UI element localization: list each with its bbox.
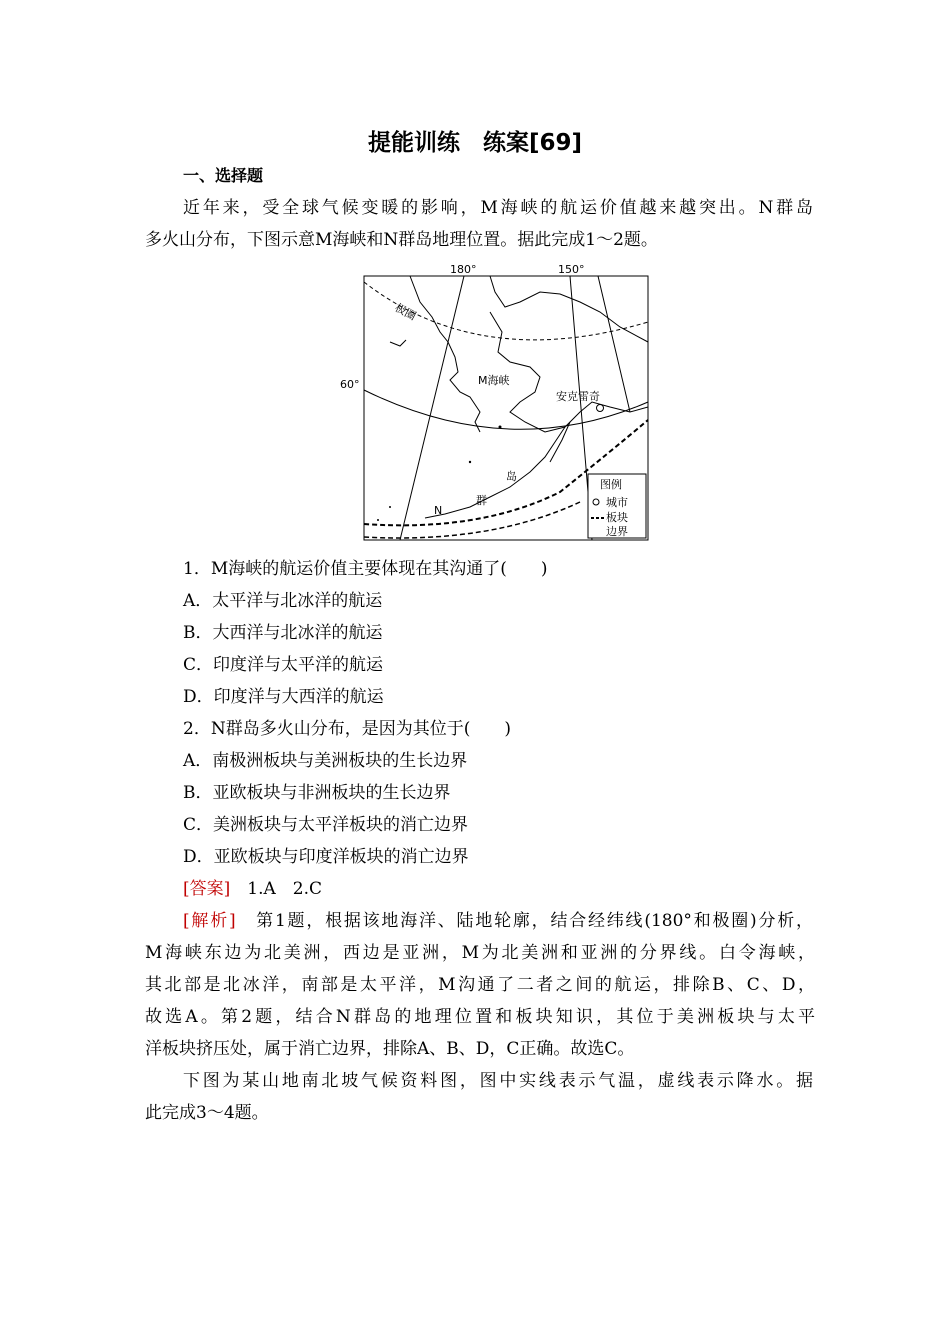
section-heading: 一、选择题 (183, 166, 264, 185)
polar-circle-label: 极圈 (392, 301, 419, 323)
question-2-stem: 2．N群岛多火山分布，是因为其位于( ) (183, 719, 511, 739)
answer-line (183, 878, 813, 900)
legend-title: 图例 (600, 478, 622, 491)
analysis-line-5: 洋板块挤压处，属于消亡边界，排除A、B、D，C正确。故选C。 (145, 1039, 635, 1059)
intro-paragraph-line-2: 多火山分布，下图示意M海峡和N群岛地理位置。据此完成1～2题。 (145, 230, 658, 250)
city-label: 安克雷奇 (556, 390, 600, 403)
intro2-line-2: 此完成3～4题。 (145, 1103, 269, 1123)
analysis-line-3: 其北部是北冰洋，南部是太平洋，M沟通了二者之间的航运，排除B、C、D， (145, 975, 815, 995)
question-1-option-d: D．印度洋与大西洋的航运 (183, 687, 384, 707)
islands-label-dao: 岛 (506, 470, 517, 483)
lon-180-label: 180° (450, 263, 477, 276)
answer-text: 1.A 2.C (230, 879, 322, 899)
answer-label: [答案] (183, 879, 231, 899)
islands-label-qun: 群 (476, 494, 487, 507)
intro2-line-1: 下图为某山地南北坡气候资料图，图中实线表示气温，虚线表示降水。据 (183, 1071, 813, 1091)
islands-label-n: N (434, 504, 443, 517)
lon-150-label: 150° (558, 263, 585, 276)
legend-city-label: 城市 (606, 496, 628, 509)
legend-plate-label-2: 边界 (606, 525, 628, 538)
lat-60-label: 60° (340, 378, 360, 391)
question-1-option-c: C．印度洋与太平洋的航运 (183, 655, 384, 675)
strait-label: M海峡 (478, 374, 510, 387)
question-2-option-c: C．美洲板块与太平洋板块的消亡边界 (183, 815, 469, 835)
analysis-line-1 (183, 910, 813, 932)
map-figure (330, 262, 660, 544)
question-2-option-a: A．南极洲板块与美洲板块的生长边界 (183, 751, 468, 771)
question-2-option-b: B．亚欧板块与非洲板块的生长边界 (183, 783, 451, 803)
analysis-line-4: 故选A。第2题，结合N群岛的地理位置和板块知识，其位于美洲板块与太平 (145, 1007, 815, 1027)
legend-plate-label-1: 板块 (606, 511, 628, 524)
question-1-option-b: B．大西洋与北冰洋的航运 (183, 623, 383, 643)
question-1-stem: 1．M海峡的航运价值主要体现在其沟通了( ) (183, 559, 548, 579)
question-1-option-a: A．太平洋与北冰洋的航运 (183, 591, 383, 611)
analysis-line-2: M海峡东边为北美洲，西边是亚洲，M为北美洲和亚洲的分界线。白令海峡， (145, 943, 815, 963)
analysis-text-1: 第1题，根据该地海洋、陆地轮廓，结合经纬线(180°和极圈)分析， (235, 911, 814, 931)
page-title: 提能训练 练案[69] (367, 130, 583, 156)
analysis-label: [解析] (183, 911, 236, 931)
intro-paragraph-line-1: 近年来，受全球气候变暖的影响，M海峡的航运价值越来越突出。N群岛 (183, 198, 813, 218)
question-2-option-d: D．亚欧板块与印度洋板块的消亡边界 (183, 847, 469, 867)
